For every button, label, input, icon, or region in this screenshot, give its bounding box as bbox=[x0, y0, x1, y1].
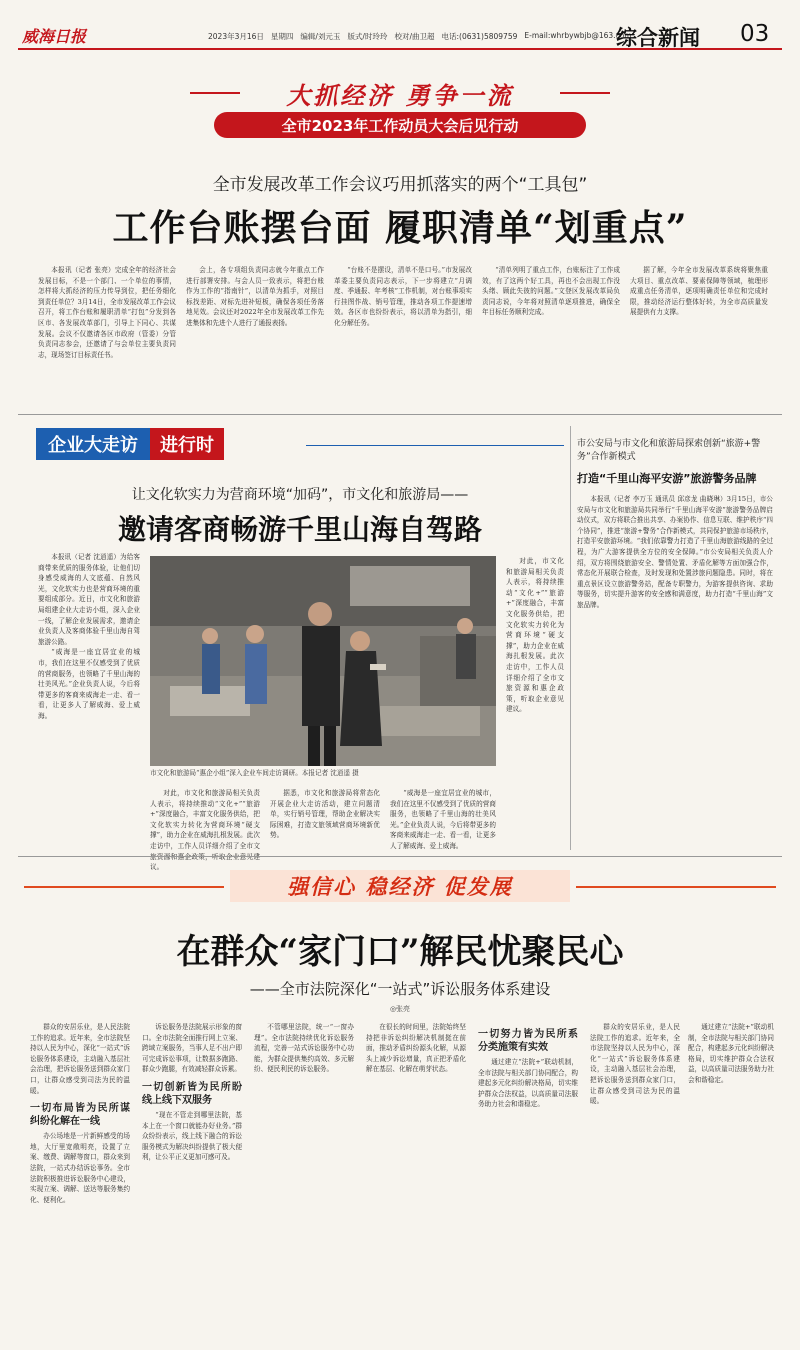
article4-col-4 bbox=[366, 1022, 466, 1342]
visit-tag bbox=[36, 428, 224, 460]
article1-paragraph: “清单列明了重点工作，台账标注了工作成效，有了这两个好工具，再也不会出现工作没头绪、顾此失彼的问题。”文登区发展改革局负责同志说，今年将对照清单逐项推进，确保全年目标任务顺利完成。 bbox=[482, 266, 620, 317]
column-divider bbox=[570, 426, 571, 850]
article4-col-7 bbox=[688, 1022, 774, 1342]
campaign-ribbon: 全市2023年工作动员大会后见行动 bbox=[214, 112, 586, 138]
article1-paragraph: 据了解，今年全市发展改革系统将聚焦重大项目、重点改革、要素保障等领域，梳理形成重点任务清单，逐项明确责任单位和完成时限，推动经济运行整体好转，为全市高质量发展提供有力支撑。 bbox=[630, 266, 768, 317]
layout-credit: 版式/时玲玲 bbox=[347, 32, 388, 41]
mid-banner-line-right bbox=[576, 886, 776, 888]
article1-col-3 bbox=[334, 265, 472, 405]
mid-banner-line-left bbox=[24, 886, 224, 888]
article2-col-5 bbox=[506, 556, 564, 844]
factory-visit-image bbox=[150, 556, 496, 766]
article3-kicker: 市公安局与市文化和旅游局探索创新“旅游+警务”合作新模式 bbox=[577, 439, 761, 462]
article2-kicker: 让文化软实力为营商环境“加码”，市文化和旅游局—— bbox=[131, 487, 469, 503]
article2-col-1 bbox=[38, 552, 140, 842]
article4-paragraph: 在很长的时间里，法院始终坚持把非诉讼纠纷解决机制挺在前面，推动矛盾纠纷源头化解，从源头上减少诉讼增量，真正把矛盾化解在基层、化解在萌芽状态。 bbox=[366, 1023, 466, 1074]
article1-paragraph: “台账不是摆设，清单不是口号。”市发展改革委主要负责同志表示，下一步将建立“月调度、季通报、年考核”工作机制，对台账事项实行挂图作战、销号管理，推动各项工作提速增效。各区市也纷纷表示，将以清单为指引，细化分解任务。 bbox=[334, 266, 472, 327]
article3-paragraph: 本报讯（记者 李万玉 通讯员 邱彦龙 曲晓琳）3月15日，市公安局与市文化和旅游局共同举行“千里山海平安游”旅游警务品牌启动仪式，双方将联合推出共享、办案协作、信息互联、维护秩序“四个协同”，推进“旅游+警务”合作新模式，共同保护旅游市场秩序，打造平安旅游环境。“我们依靠警力打造了千里山海旅游线路的全过程，为广大游客提供全方位的安全保障。”市公安局相关负责人介绍，双方将围绕旅游安全、警情处置、矛盾化解等方面加强合作，常态化开展联合检查，及时发现和处置涉旅问题隐患。同时，将在重点景区设立旅游警务站，配备专职警力，为游客提供咨询、求助等服务，切实提升游客的安全感和满意度，助力打造“千里山海”文旅品牌。 bbox=[577, 495, 773, 609]
article1-col-5 bbox=[630, 265, 768, 405]
phone-number: 电话:(0631)5809759 bbox=[441, 32, 518, 41]
article4-paragraph: “现在不管走到哪里法院，基本上在一个窗口就能办好业务。”群众纷纷表示，线上线下融合的诉讼服务模式为解决纠纷提供了极大便利，让公平正义更加可感可及。 bbox=[142, 1110, 242, 1162]
page-number: 03 bbox=[740, 21, 770, 47]
visit-tag-line bbox=[306, 445, 564, 446]
visit-tag-highlight: 进行时 bbox=[150, 428, 224, 460]
article2-paragraph: 对此，市文化和旅游局相关负责人表示，将持续推动“文化+”“旅游+”深度融合，丰富文化服务供给，把文化软实力转化为营商环境“硬支撑”，助力企业在威海扎根发展。此次走访中，工作人员详细介绍了全市文旅资源和惠企政策，听取企业意见建议。 bbox=[506, 557, 564, 714]
article1-col-1 bbox=[38, 265, 176, 405]
article2-col-4 bbox=[390, 788, 496, 850]
article2-paragraph: 本报讯（记者 沈逍遥）为给客商带来优质的服务体验，让他们切身感受威海的人文底蕴、自然风光，文化软实力也是营商环境的重要组成部分。近日，市文化和旅游局组建企业大走访小组，深入企业一线，了解企业发展需求，邀请企业负责人及客商体验千里山海自驾旅游公路。 bbox=[38, 553, 140, 646]
section-rule-2 bbox=[18, 856, 782, 857]
article1-headline: 工作台账摆台面 履职清单“划重点” bbox=[112, 207, 688, 249]
article2-col-2 bbox=[150, 788, 260, 872]
section-title: 综合新闻 bbox=[616, 26, 700, 50]
article2-paragraph: 对此，市文化和旅游局相关负责人表示，将持续推动“文化+”“旅游+”深度融合，丰富文化服务供给，把文化软实力转化为营商环境“硬支撑”，助力企业在威海扎根发展。此次走访中，工作人员详细介绍了全市文旅资源和惠企政策，听取企业意见建议。 bbox=[150, 789, 260, 872]
article4-paragraph: 办公场地是一片新鲜感受的场地，大厅里宽敞明亮，设置了立案、缴费、调解等窗口，群众来到法院，一站式办结诉讼事务。全市法院积极推进诉讼服务中心建设，实现立案、调解、送达等服务集约化、便利化。 bbox=[30, 1132, 130, 1204]
masthead-rule bbox=[18, 48, 782, 50]
article1-paragraph: 本报讯（记者 张亮）完成全年的经济社会发展目标，不是一个部门、一个单位的事情，怎样将大抓经济的压力传导到位，把任务细化到责任单位？3月14日，全市发展改革工作会议召开，将工作台账和履职清单“打包”分发到各区市、各发展改革部门，引导上下同心、共谋发展。会议不仅邀请各区市政府（管委）分管负责同志参会，还邀请了与会单位主要负责同志，现场签订目标责任书。 bbox=[38, 266, 176, 359]
article4-subtitle: 一切创新皆为民所盼 线上线下双服务 bbox=[142, 1081, 242, 1106]
article4-subtitle: 一切努力皆为民所系 分类施策有实效 bbox=[478, 1029, 578, 1053]
slogan-title: 大抓经济 勇争一流 bbox=[286, 81, 514, 110]
masthead-meta bbox=[208, 31, 632, 42]
article4-byline: ◎张亮 bbox=[389, 1005, 411, 1013]
article4-col-3 bbox=[254, 1022, 354, 1342]
mid-banner: 强信心 稳经济 促发展 bbox=[230, 870, 570, 902]
article1-col-2 bbox=[186, 265, 324, 405]
photo-caption: 市文化和旅游局“惠企小组”深入企业车间走访调研。本报记者 沈逍遥 摄 bbox=[150, 769, 359, 777]
issue-weekday: 星期四 bbox=[270, 32, 294, 41]
article4-paragraph: 群众的安居乐业，是人民法院工作的追求。近年来，全市法院坚持以人民为中心，深化“一站式”诉讼服务体系建设，主动融入基层社会治理，把诉讼服务送到群众家门口，让群众感受到司法为民的温暖。 bbox=[590, 1023, 680, 1106]
article4-paragraph: 诉讼服务是法院展示形象的窗口。全市法院全面推行网上立案、跨域立案服务，当事人足不出户即可完成诉讼事项，让数据多跑路、群众少跑腿，有效减轻群众诉累。 bbox=[142, 1023, 242, 1074]
article2-col-3 bbox=[270, 788, 380, 844]
article2-paragraph: 据悉，市文化和旅游局将常态化开展企业大走访活动，建立问题清单，实行销号管理，帮助企业解决实际困难，打造文旅领域营商环境新优势。 bbox=[270, 789, 380, 840]
article3-body bbox=[577, 494, 773, 844]
article4-subtitle: 一切布局皆为民所谋 纠纷化解在一线 bbox=[30, 1103, 130, 1128]
article2-headline: 邀请客商畅游千里山海自驾路 bbox=[117, 513, 482, 546]
article4-paragraph: 通过建立“法院+”联动机制，全市法院与相关部门协同配合，构建起多元化纠纷解决格局，切实维护群众合法权益，以高质量司法服务助力社会和谐稳定。 bbox=[478, 1058, 578, 1109]
news-photo bbox=[150, 556, 496, 766]
article4-paragraph: 不管哪里法院，统一“一窗办理”。全市法院持续优化诉讼服务流程，完善一站式诉讼服务中心功能，为群众提供集约高效、多元解纷、便民利民的诉讼服务。 bbox=[254, 1023, 354, 1074]
article4-col-1 bbox=[30, 1022, 130, 1342]
article4-col-2 bbox=[142, 1022, 242, 1342]
editor-credit: 编辑/刘元玉 bbox=[300, 32, 341, 41]
article4-col-6 bbox=[590, 1022, 680, 1342]
article1-paragraph: 会上，各专项组负责同志就今年重点工作进行部署安排。与会人员一致表示，将把台账作为工作的“指南针”，以清单为抓手，对照目标找差距、对标先进补短板，确保各项任务落地见效。会议还对2022年全市发展改革工作先进集体和先进个人进行了通报表扬。 bbox=[186, 266, 324, 327]
article4-paragraph: 群众的安居乐业，是人民法院工作的追求。近年来，全市法院坚持以人民为中心，深化“一站式”诉讼服务体系建设，主动融入基层社会治理，把诉讼服务送到群众家门口，让群众感受到司法为民的温暖。 bbox=[30, 1023, 130, 1095]
article4-paragraph: 通过建立“法院+”联动机制，全市法院与相关部门协同配合，构建起多元化纠纷解决格局，切实维护群众合法权益，以高质量司法服务助力社会和谐稳定。 bbox=[688, 1023, 774, 1084]
article4-headline: 在群众“家门口”解民忧聚民心 bbox=[176, 932, 624, 972]
article2-paragraph: “威海是一座宜居宜业的城市，我们在这里不仅感受到了优质的营商服务，也领略了千里山海的壮美风光。”企业负责人说，今后将带更多的客商来威海走一走、看一看，让更多人了解威海、爱上威海。 bbox=[390, 789, 496, 850]
article3-headline: 打造“千里山海平安游”旅游警务品牌 bbox=[577, 472, 757, 485]
slogan-line-right bbox=[560, 92, 610, 94]
article4-subhead: ——全市法院深化“一站式”诉讼服务体系建设 bbox=[249, 980, 551, 998]
masthead-logo: 威海日报 bbox=[22, 27, 87, 46]
section-rule-1 bbox=[18, 414, 782, 415]
issue-date: 2023年3月16日 bbox=[208, 32, 264, 41]
article4-col-5 bbox=[478, 1022, 578, 1342]
article2-paragraph: “威海是一座宜居宜业的城市，我们在这里不仅感受到了优质的营商服务，也领略了千里山海的壮美风光。”企业负责人说，今后将带更多的客商来威海走一走、看一看，让更多人了解威海、爱上威海。 bbox=[38, 648, 140, 720]
article1-col-4 bbox=[482, 265, 620, 405]
proof-credit: 校对/曲卫超 bbox=[394, 32, 435, 41]
article1-kicker: 全市发展改革工作会议巧用抓落实的两个“工具包” bbox=[212, 175, 588, 195]
visit-tag-label: 企业大走访 bbox=[36, 428, 150, 460]
email-address: E-mail:whrbywbjb@163.com bbox=[524, 31, 632, 40]
